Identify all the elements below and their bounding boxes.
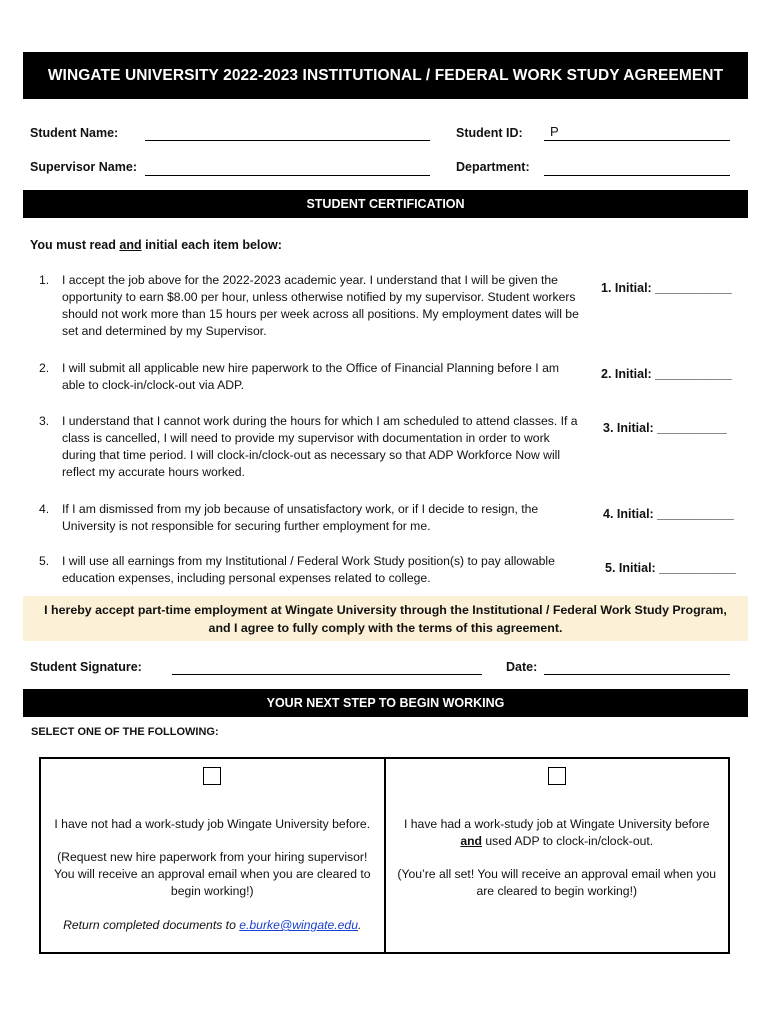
return-suffix: . [358, 918, 362, 932]
return-prefix: Return completed documents to [63, 918, 240, 932]
returning-suffix: used ADP to clock-in/clock-out. [482, 834, 654, 848]
document-title [23, 52, 748, 99]
certification-item [39, 553, 584, 587]
student-certification-header-text: STUDENT CERTIFICATION [306, 197, 465, 211]
item-number: 1. [39, 273, 50, 287]
student-id-field[interactable] [544, 140, 730, 141]
department-field[interactable] [544, 175, 730, 176]
item-text: I accept the job above for the 2022-2023 academic year. I understand that I will be given the opportunity to earn $8.00 per hour, unless otherwise notified by my supervisor. Student workers should not work more than 15 hours per week across all positions. My employment dates will be set and determined by my Supervisor. [62, 273, 579, 338]
return-documents-note [47, 917, 378, 934]
item-number: 4. [39, 502, 50, 516]
next-step-header [23, 689, 748, 717]
item-text: I will submit all applicable new hire paperwork to the Office of Financial Planning before I am able to clock-in/clock-out via ADP. [62, 361, 560, 392]
student-name-field[interactable] [145, 140, 430, 141]
certification-instruction [30, 238, 282, 252]
returning-worker-instructions: (You’re all set! You will receive an approval email when you are cleared to begin working!) [397, 867, 717, 898]
certification-item [39, 501, 584, 535]
student-signature-field[interactable] [172, 674, 482, 675]
item-text: I will use all earnings from my Institutional / Federal Work Study position(s) to pay allowable education expenses, including personal expenses related to college. [62, 554, 555, 585]
certification-item [39, 413, 584, 481]
option-returning-worker [384, 759, 729, 952]
acceptance-statement: I hereby accept part-time employment at Wingate University through the Institutional / Federal Work Study Program, and I agree to fully comply with the terms of this agreement. [23, 596, 748, 641]
email-link[interactable]: e.burke@wingate.edu [239, 918, 358, 932]
select-one-label: SELECT ONE OF THE FOLLOWING: [31, 726, 219, 738]
student-signature-label: Student Signature: [30, 660, 142, 674]
instruction-suffix: initial each item below: [141, 238, 282, 252]
item-text: I understand that I cannot work during the hours for which I am scheduled to attend classes. If a class is cancelled, I will need to provide my supervisor with documentation in order to work during that time period. I will clock-in/clock-out as necessary so that ADP Workforce Now will reflect my accurate hours worked. [62, 414, 578, 479]
initial-field-2[interactable]: 2. Initial: ___________ [601, 367, 732, 381]
next-step-header-text: YOUR NEXT STEP TO BEGIN WORKING [266, 696, 505, 710]
initial-field-5[interactable]: 5. Initial: ___________ [605, 561, 736, 575]
initial-field-3[interactable]: 3. Initial: __________ [603, 421, 727, 435]
item-number: 3. [39, 414, 50, 428]
student-certification-header [23, 190, 748, 218]
returning-worker-statement [392, 816, 723, 850]
certification-item [39, 272, 584, 340]
new-worker-instructions: (Request new hire paperwork from your hiring supervisor! You will receive an approval email when you are cleared to begin working!) [53, 850, 371, 898]
item-number: 5. [39, 554, 50, 568]
option-new-worker [41, 759, 384, 952]
instruction-emphasis: and [119, 238, 142, 252]
item-text: If I am dismissed from my job because of unsatisfactory work, or if I decide to resign, the University is not responsible for securing further employment for me. [62, 502, 539, 533]
date-label: Date: [506, 660, 538, 674]
instruction-prefix: You must read [30, 238, 120, 252]
new-worker-statement: I have not had a work-study job Wingate University before. [54, 817, 371, 831]
student-id-value: P [550, 124, 559, 139]
returning-prefix: I have had a work-study job at Wingate University before [403, 817, 710, 831]
date-field[interactable] [544, 674, 730, 675]
department-label: Department: [456, 160, 530, 174]
new-worker-checkbox[interactable] [203, 767, 221, 785]
document-title-text: WINGATE UNIVERSITY 2022-2023 INSTITUTIONAL / FEDERAL WORK STUDY AGREEMENT [47, 66, 724, 84]
returning-worker-checkbox[interactable] [548, 767, 566, 785]
initial-field-4[interactable]: 4. Initial: ___________ [603, 507, 734, 521]
student-id-label: Student ID: [456, 126, 523, 140]
supervisor-name-field[interactable] [145, 175, 430, 176]
certification-item [39, 360, 584, 394]
next-step-options [39, 757, 730, 954]
supervisor-name-label: Supervisor Name: [30, 160, 137, 174]
item-number: 2. [39, 361, 50, 375]
returning-emphasis: and [460, 834, 482, 848]
student-name-label: Student Name: [30, 126, 119, 140]
initial-field-1[interactable]: 1. Initial: ___________ [601, 281, 732, 295]
